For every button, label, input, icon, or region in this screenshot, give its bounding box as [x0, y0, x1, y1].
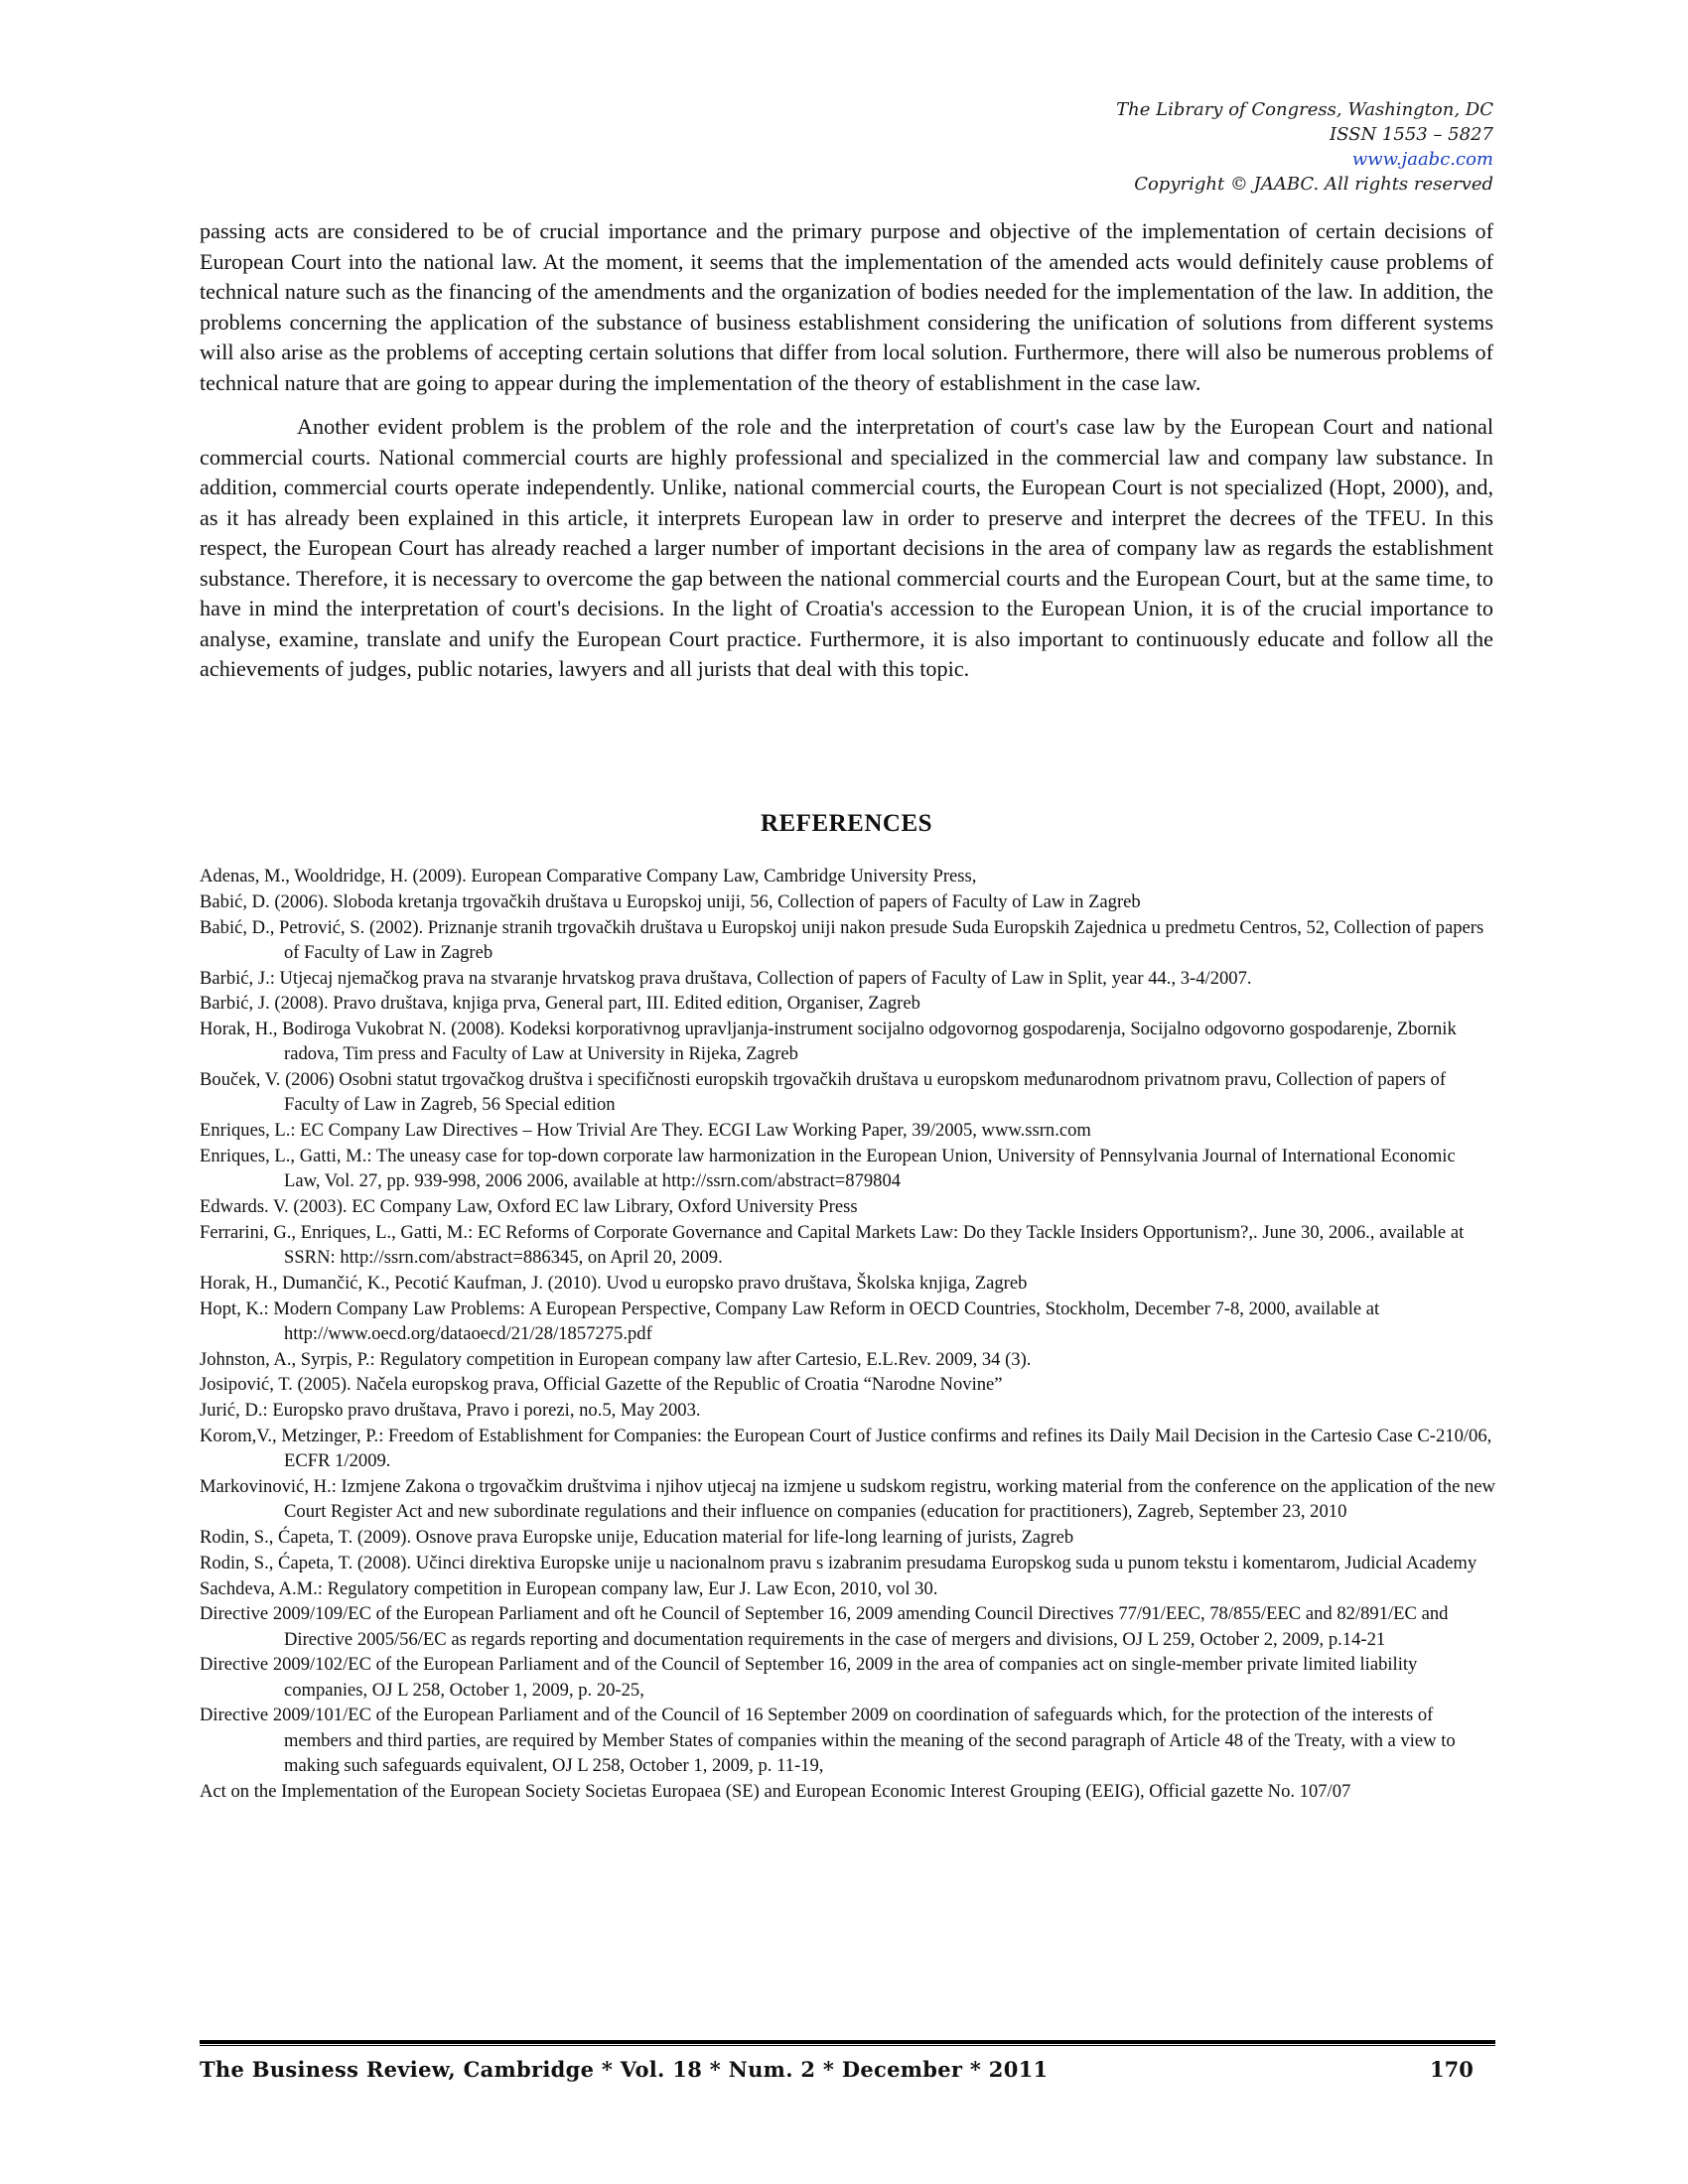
reference-item: Bouček, V. (2006) Osobni statut trgovačkog društva i specifičnosti europskih trgovačkih društava u europskom međunarodnom privatnom pravu, Collection of papers of Faculty of Law in Zagreb, 56 Special edition	[200, 1069, 1447, 1116]
header-copyright: Copyright © JAABC. All rights reserved	[1134, 174, 1493, 195]
reference-item: Jurić, D.: Europsko pravo društava, Pravo i porezi, no.5, May 2003.	[200, 1400, 701, 1422]
reference-item: Josipović, T. (2005). Načela europskog prava, Official Gazette of the Republic of Croatia “Narodne Novine”	[200, 1374, 1003, 1396]
reference-item: Act on the Implementation of the European Society Societas Europaea (SE) and European Economic Interest Grouping (EEIG), Official gazette No. 107/07	[200, 1780, 1351, 1802]
reference-item: Ferrarini, G., Enriques, L., Gatti, M.: EC Reforms of Corporate Governance and Capital Markets Law: Do they Tackle Insiders Opportunism?,. June 30, 2006., available at SSRN: http://ssrn.com/abstract=886345, on April 20, 2009.	[200, 1221, 1465, 1268]
references-heading: REFERENCES	[760, 810, 933, 837]
reference-item: Johnston, A., Syrpis, P.: Regulatory competition in European company law after Cartesio, E.L.Rev. 2009, 34 (3).	[200, 1348, 1032, 1370]
paragraph-2: Another evident problem is the problem of the role and the interpretation of court's case law by the European Court and national commercial courts. National commercial courts are highly professional and specialized in the commercial law and company law substance. In addition, commercial courts operate independently. Unlike, national commercial courts, the European Court is not specialized (Hopt, 2000), and, as it has already been explained in this article, it interprets European law in order to preserve and interpret the decrees of the TFEU. In this respect, the European Court has already reached a larger number of important decisions in the area of company law as regards the establishment substance. Therefore, it is necessary to overcome the gap between the national commercial courts and the European Court, but at the same time, to have in mind the interpretation of court's decisions. In the light of Croatia's accession to the European Union, it is of the crucial importance to analyse, examine, translate and unify the European Court practice. Furthermore, it is also important to continuously educate and follow all the achievements of judges, public notaries, lawyers and all jurists that deal with this topic.	[200, 414, 1493, 681]
body-text	[200, 216, 1493, 699]
reference-item: Babić, D. (2006). Sloboda kretanja trgovačkih društava u Europskoj uniji, 56, Collection of papers of Faculty of Law in Zagreb	[200, 890, 1141, 912]
footer-journal: The Business Review, Cambridge * Vol. 18 * Num. 2 * December * 2011	[200, 2057, 1049, 2082]
reference-item: Horak, H., Dumančić, K., Pecotić Kaufman, J. (2010). Uvod u europsko pravo društava, Školska knjiga, Zagreb	[200, 1272, 1028, 1294]
reference-item: Directive 2009/109/EC of the European Parliament and oft he Council of September 16, 2009 amending Council Directives 77/91/EEC, 78/855/EEC and 82/891/EC and Directive 2005/56/EC as regards reporting and documentation requirements in the case of mergers and divisions, OJ L 259, October 2, 2009, p.14-21	[200, 1603, 1449, 1650]
reference-item: Adenas, M., Wooldridge, H. (2009). European Comparative Company Law, Cambridge University Press,	[200, 866, 977, 887]
reference-item: Enriques, L., Gatti, M.: The uneasy case for top-down corporate law harmonization in the European Union, University of Pennsylvania Journal of International Economic Law, Vol. 27, pp. 939-998, 2006 2006, available at http://ssrn.com/abstract=879804	[200, 1145, 1456, 1192]
paragraph-1: passing acts are considered to be of crucial importance and the primary purpose and objective of the implementation of certain decisions of European Court into the national law. At the moment, it seems that the implementation of the amended acts would definitely cause problems of technical nature such as the financing of the amendments and the organization of bodies needed for the implementation of the law. In addition, the problems concerning the application of the substance of business establishment considering the unification of solutions from different systems will also arise as the problems of accepting certain solutions that differ from local solution. Furthermore, there will also be numerous problems of technical nature that are going to appear during the implementation of the theory of establishment in the case law.	[200, 218, 1493, 395]
reference-item: Edwards. V. (2003). EC Company Law, Oxford EC law Library, Oxford University Press	[200, 1195, 858, 1217]
footer-divider	[200, 2040, 1495, 2046]
reference-item: Babić, D., Petrović, S. (2002). Priznanje stranih trgovačkih društava u Europskoj uniji nakon presude Suda Europskih Zajednica u predmetu Centros, 52, Collection of papers of Faculty of Law in Zagreb	[200, 916, 1484, 963]
header-website	[1116, 147, 1493, 172]
reference-item: Hopt, K.: Modern Company Law Problems: A European Perspective, Company Law Reform in OECD Countries, Stockholm, December 7-8, 2000, available at http://www.oecd.org/dataoecd/21/28/1857275.pdf	[200, 1297, 1380, 1344]
reference-item: Rodin, S., Ćapeta, T. (2009). Osnove prava Europske unije, Education material for life-long learning of jurists, Zagreb	[200, 1526, 1074, 1548]
website-link[interactable]: www.jaabc.com	[1351, 149, 1493, 170]
reference-item: Directive 2009/101/EC of the European Parliament and of the Council of 16 September 2009 on coordination of safeguards which, for the protection of the interests of members and third parties, are required by Member States of companies within the meaning of the second paragraph of Article 48 of the Treaty, with a view to making such safeguards equivalent, OJ L 258, October 1, 2009, p. 11-19,	[200, 1705, 1456, 1776]
reference-item: Markovinović, H.: Izmjene Zakona o trgovačkim društvima i njihov utjecaj na izmjene u sudskom registru, working material from the conference on the application of the new Court Register Act and new subordinate regulations and their influence on companies (education for practitioners), Zagreb, September 23, 2010	[200, 1475, 1495, 1523]
page-header	[1116, 97, 1493, 197]
header-issn: ISSN 1553 – 5827	[1330, 124, 1493, 145]
references-list	[200, 864, 1495, 1804]
reference-item: Enriques, L.: EC Company Law Directives – How Trivial Are They. ECGI Law Working Paper, 39/2005, www.ssrn.com	[200, 1120, 1091, 1142]
reference-item: Sachdeva, A.M.: Regulatory competition in European company law, Eur J. Law Econ, 2010, vol 30.	[200, 1577, 938, 1599]
reference-item: Barbić, J. (2008). Pravo društava, knjiga prva, General part, III. Edited edition, Organiser, Zagreb	[200, 993, 920, 1015]
reference-item: Horak, H., Bodiroga Vukobrat N. (2008). Kodeksi korporativnog upravljanja-instrument socijalno odgovornog gospodarenja, Socijalno odgovorno gospodarenje, Zbornik radova, Tim press and Faculty of Law at University in Rijeka, Zagreb	[200, 1019, 1457, 1065]
reference-item: Rodin, S., Ćapeta, T. (2008). Učinci direktiva Europske unije u nacionalnom pravu s izabranim presudama Europskog suda u punom tekstu i komentarom, Judicial Academy	[200, 1552, 1477, 1573]
reference-item: Korom,V., Metzinger, P.: Freedom of Establishment for Companies: the European Court of Justice confirms and refines its Daily Mail Decision in the Cartesio Case C-210/06, ECFR 1/2009.	[200, 1425, 1492, 1472]
page-number: 170	[1430, 2057, 1474, 2082]
header-library: The Library of Congress, Washington, DC	[1116, 99, 1493, 120]
reference-item: Barbić, J.: Utjecaj njemačkog prava na stvaranje hrvatskog prava društava, Collection of papers of Faculty of Law in Split, year 44., 3-4/2007.	[200, 967, 1252, 989]
reference-item: Directive 2009/102/EC of the European Parliament and of the Council of September 16, 2009 in the area of companies act on single-member private limited liability companies, OJ L 258, October 1, 2009, p. 20-25,	[200, 1654, 1418, 1701]
